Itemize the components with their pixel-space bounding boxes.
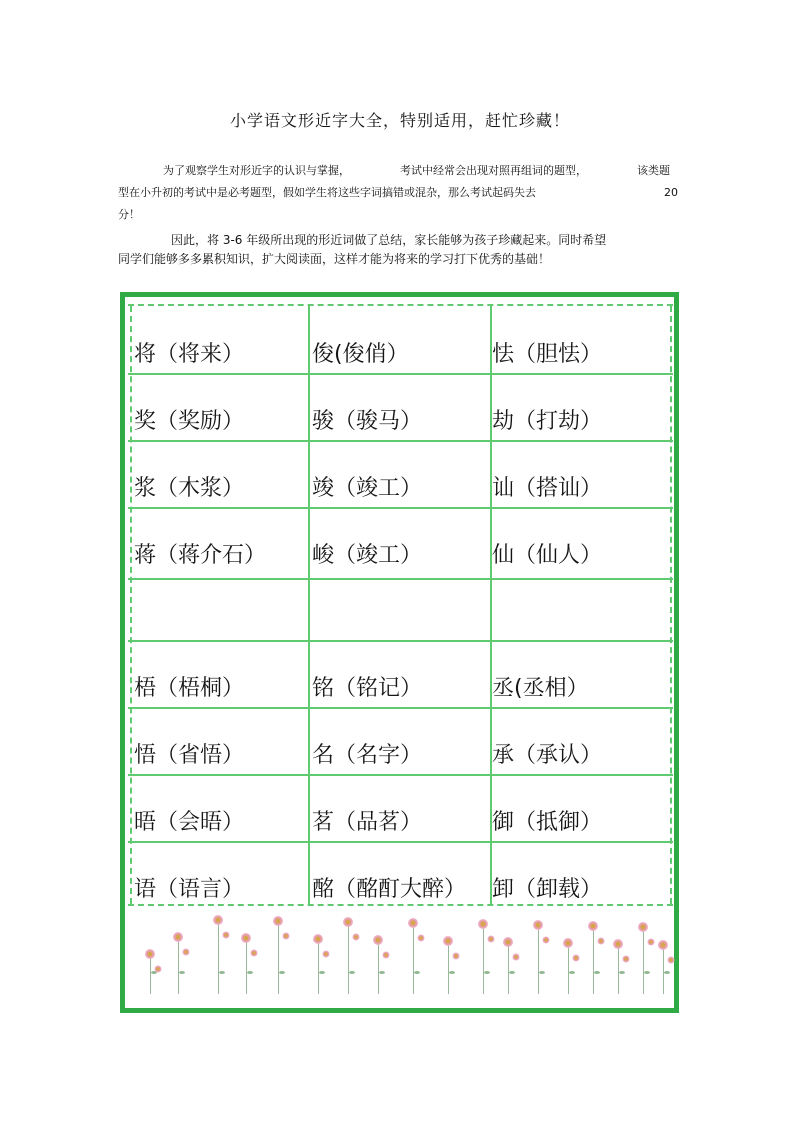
row-divider (128, 373, 673, 375)
intro-line-2a: 型在小升初的考试中是必考题型，假如学生将这些字词搞错或混杂，那么考试起码失去 (118, 186, 536, 199)
row-divider (128, 841, 673, 843)
row-divider (128, 707, 673, 709)
row-divider (128, 507, 673, 509)
table-border-left (130, 306, 132, 904)
table-cell: 浆（木浆） (134, 476, 245, 501)
table-cell: 怯（胆怯） (492, 342, 603, 367)
table-cell: 御（抵御） (492, 810, 603, 835)
table-cell: 悟（省悟） (134, 743, 245, 768)
table-cell: 名（名字） (312, 743, 423, 768)
page-title: 小学语文形近字大全，特别适用，赶忙珍藏！ (229, 111, 570, 130)
table-cell: 酩（酩酊大醉） (312, 877, 467, 902)
intro-line-1b: 考试中经常会出现对照再组词的题型， (400, 164, 587, 177)
table-cell: 承（承认） (492, 743, 603, 768)
table-cell: 骏（骏马） (312, 409, 423, 434)
table-cell: 仙（仙人） (492, 543, 603, 568)
table-border-right (670, 306, 672, 904)
flower-border-decoration (133, 909, 668, 999)
row-divider (128, 440, 673, 442)
table-cell: 奖（奖励） (134, 409, 245, 434)
table-cell: 讪（搭讪） (492, 476, 603, 501)
intro-line-5: 同学们能够多多累积知识，扩大阅读面，这样才能为将来的学习打下优秀的基础！ (118, 252, 551, 266)
table-cell: 铭（铭记） (312, 676, 423, 701)
table-cell: 卸（卸载） (492, 877, 603, 902)
table-cell: 将（将来） (134, 342, 245, 367)
column-divider (308, 306, 310, 904)
table-cell: 晤（会晤） (134, 810, 245, 835)
row-divider (128, 578, 673, 580)
table-cell: 俊(俊俏） (312, 342, 409, 367)
intro-line-4: 因此，将 3-6 年级所出现的形近词做了总结，家长能够为孩子珍藏起来。同时希望 (171, 233, 607, 247)
table-cell: 茗（品茗） (312, 810, 423, 835)
intro-line-3: 分！ (118, 208, 140, 221)
table-cell: 梧（梧桐） (134, 676, 245, 701)
word-table-frame (120, 292, 679, 1013)
table-cell: 竣（竣工） (312, 476, 423, 501)
table-cell: 丞(丞相） (492, 676, 589, 701)
row-divider (128, 640, 673, 642)
intro-line-2b: 20 (664, 186, 678, 199)
table-cell: 峻（竣工） (312, 543, 423, 568)
row-divider (128, 774, 673, 776)
table-cell: 蒋（蒋介石） (134, 543, 267, 568)
table-cell: 语（语言） (134, 877, 245, 902)
intro-line-1a: 为了观察学生对形近字的认识与掌握， (163, 164, 350, 177)
table-cell: 劫（打劫） (492, 409, 603, 434)
intro-line-1c: 该类题 (637, 164, 670, 177)
word-table (128, 304, 673, 906)
